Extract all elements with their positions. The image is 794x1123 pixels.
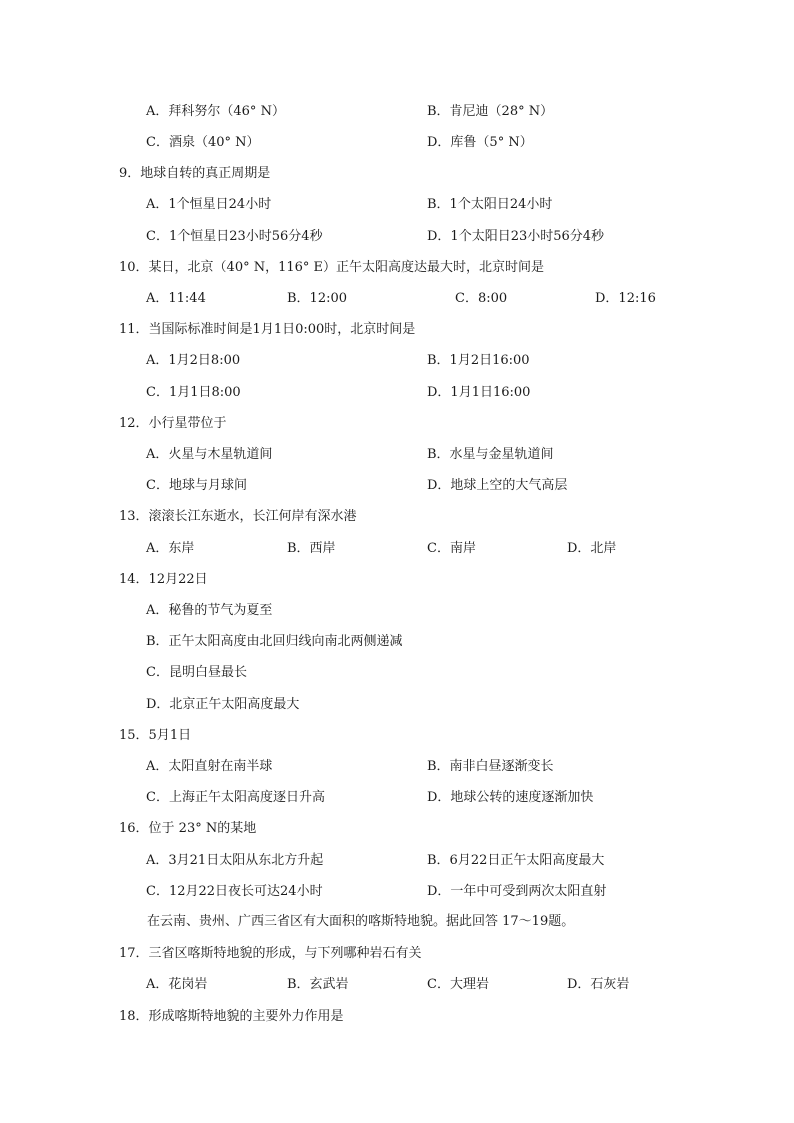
q8-option-d: D．库鲁（5° N） — [427, 135, 533, 150]
q17-stem: 17．三省区喀斯特地貌的形成，与下列哪种岩石有关 — [119, 946, 422, 961]
q13-option-b: B．西岸 — [287, 541, 336, 556]
q14-option-d: D．北京正午太阳高度最大 — [146, 697, 300, 712]
q9-stem: 9．地球自转的真正周期是 — [119, 166, 271, 181]
q16-option-c: C．12月22日夜长可达24小时 — [146, 884, 323, 899]
q17-option-b: B．玄武岩 — [287, 977, 349, 992]
q18-stem: 18．形成喀斯特地貌的主要外力作用是 — [119, 1009, 344, 1024]
q13-stem: 13．滚滚长江东逝水，长江何岸有深水港 — [119, 509, 357, 524]
q11-option-a: A．1月2日8:00 — [146, 353, 241, 368]
q15-stem: 15．5月1日 — [119, 728, 192, 743]
q16-option-d: D．一年中可受到两次太阳直射 — [427, 884, 607, 899]
q15-option-a: A．太阳直射在南半球 — [146, 759, 273, 774]
q17-option-d: D．石灰岩 — [567, 977, 630, 992]
q17-option-c: C．大理岩 — [427, 977, 489, 992]
q16-stem: 16．位于 23° N的某地 — [119, 821, 257, 836]
q13-option-a: A．东岸 — [146, 541, 195, 556]
q14-option-a: A．秘鲁的节气为夏至 — [146, 603, 273, 618]
q12-option-c: C．地球与月球间 — [146, 478, 247, 493]
q8-option-a: A．拜科努尔（46° N） — [146, 104, 285, 119]
q10-option-b: B．12:00 — [287, 291, 348, 306]
q17-option-a: A．花岗岩 — [146, 977, 208, 992]
q11-option-b: B．1月2日16:00 — [427, 353, 530, 368]
q13-option-d: D．北岸 — [567, 541, 617, 556]
q14-option-c: C．昆明白昼最长 — [146, 665, 247, 680]
q10-option-d: D．12:16 — [595, 291, 656, 306]
q9-option-a: A．1个恒星日24小时 — [146, 197, 272, 212]
q11-stem: 11．当国际标准时间是1月1日0:00时，北京时间是 — [119, 322, 416, 337]
q16-option-a: A．3月21日太阳从东北方升起 — [146, 853, 324, 868]
q10-option-c: C．8:00 — [455, 291, 508, 306]
q12-stem: 12．小行星带位于 — [119, 416, 227, 431]
q9-option-d: D．1个太阳日23小时56分4秒 — [427, 229, 605, 244]
q15-option-b: B．南非白昼逐渐变长 — [427, 759, 554, 774]
q14-stem: 14．12月22日 — [119, 572, 208, 587]
q16-option-b: B．6月22日正午太阳高度最大 — [427, 853, 605, 868]
q15-option-d: D．地球公转的速度逐渐加快 — [427, 790, 594, 805]
q11-option-c: C．1月1日8:00 — [146, 385, 241, 400]
q10-stem: 10．某日，北京（40° N，116° E）正午太阳高度达最大时，北京时间是 — [119, 260, 545, 275]
q9-option-b: B．1个太阳日24小时 — [427, 197, 553, 212]
q8-option-c: C．酒泉（40° N） — [146, 135, 260, 150]
karst-intro-paragraph: 在云南、贵州、广西三省区有大面积的喀斯特地貌。据此回答 17～19题。 — [147, 914, 575, 929]
q13-option-c: C．南岸 — [427, 541, 476, 556]
q14-option-b: B．正午太阳高度由北回归线向南北两侧递减 — [146, 634, 403, 649]
q15-option-c: C．上海正午太阳高度逐日升高 — [146, 790, 325, 805]
q11-option-d: D．1月1日16:00 — [427, 385, 531, 400]
q12-option-b: B．水星与金星轨道间 — [427, 447, 554, 462]
q8-option-b: B．肯尼迪（28° N） — [427, 104, 554, 119]
q9-option-c: C．1个恒星日23小时56分4秒 — [146, 229, 323, 244]
q10-option-a: A．11:44 — [146, 291, 206, 306]
q12-option-a: A．火星与木星轨道间 — [146, 447, 273, 462]
q12-option-d: D．地球上空的大气高层 — [427, 478, 568, 493]
